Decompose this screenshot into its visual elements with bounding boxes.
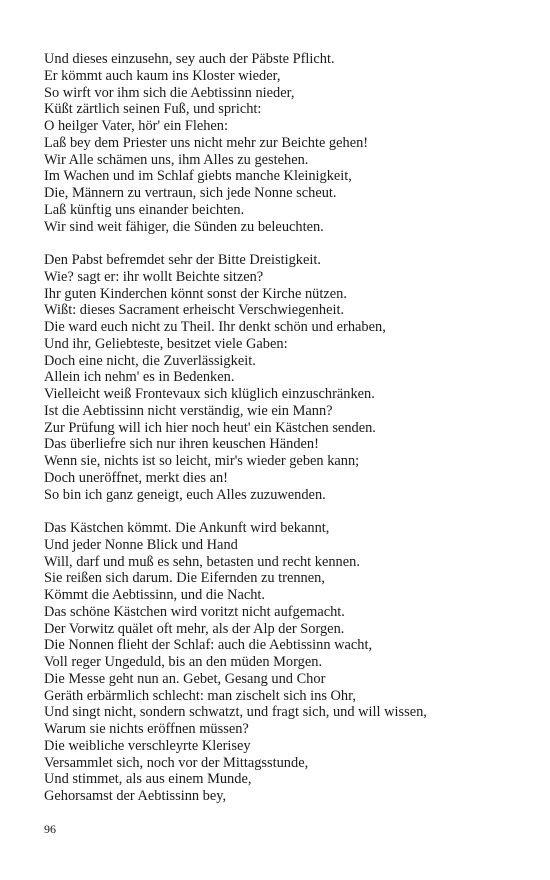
verse-line: Küßt zärtlich seinen Fuß, und spricht:: [44, 101, 262, 118]
verse-line: Doch eine nicht, die Zuverlässigkeit.: [44, 352, 256, 369]
verse-line: Das schöne Kästchen wird voritzt nicht aufgemacht.: [44, 603, 345, 620]
verse-line: Gehorsamst der Aebtissinn bey,: [44, 788, 227, 804]
verse-line: Laß bey dem Priester uns nicht mehr zur Beichte gehen!: [44, 134, 369, 151]
verse-line: Voll reger Ungeduld, bis an den müden Morgen.: [44, 654, 323, 670]
verse-line: Vielleicht weiß Frontevaux sich klüglich einzuschränken.: [44, 386, 375, 402]
verse-line: Versammlet sich, noch vor der Mittagsstunde,: [44, 754, 309, 771]
verse-line: Laß künftig uns einander beichten.: [44, 201, 245, 218]
verse-line: So wirft vor ihm sich die Aebtissinn nieder,: [44, 84, 295, 101]
verse-line: Den Pabst befremdet sehr der Bitte Dreistigkeit.: [44, 252, 321, 268]
verse-line: Zur Prüfung will ich hier noch heut' ein Kästchen senden.: [44, 419, 376, 436]
stanza-1: [44, 51, 524, 235]
stanza-2: [44, 252, 524, 503]
page-number: 96: [44, 822, 56, 836]
verse-line: Ist die Aebtissinn nicht verständig, wie ein Mann?: [44, 402, 333, 419]
verse-line: Die Nonnen flieht der Schlaf: auch die Aebtissinn wacht,: [44, 637, 373, 654]
poem-text: [44, 51, 524, 822]
verse-line: Die ward euch nicht zu Theil. Ihr denkt schön und erhaben,: [44, 319, 386, 335]
verse-line: Warum sie nichts eröffnen müssen?: [44, 721, 249, 737]
verse-line: Allein ich nehm' es in Bedenken.: [44, 369, 235, 386]
verse-line: Im Wachen und im Schlaf giebts manche Kleinigkeit,: [44, 168, 352, 185]
verse-line: Wir sind weit fähiger, die Sünden zu beleuchten.: [44, 218, 324, 235]
verse-line: Sie reißen sich darum. Die Eifernden zu trennen,: [44, 570, 325, 587]
verse-line: Geräth erbärmlich schlecht: man zischelt sich ins Ohr,: [44, 687, 356, 704]
verse-line: Und stimmet, als aus einem Munde,: [44, 771, 252, 788]
verse-line: Doch uneröffnet, merkt dies an!: [44, 469, 228, 486]
stanza-3: [44, 520, 524, 805]
verse-line: Und jeder Nonne Blick und Hand: [44, 536, 238, 553]
verse-line: Will, darf und muß es sehn, betasten und recht kennen.: [44, 553, 360, 570]
verse-line: Wißt: dieses Sacrament erheischt Verschwiegenheit.: [44, 302, 345, 319]
verse-line: Der Vorwitz quälet oft mehr, als der Alp der Sorgen.: [44, 620, 345, 637]
verse-line: Kömmt die Aebtissinn, und die Nacht.: [44, 587, 266, 603]
verse-line: Und singt nicht, sondern schwatzt, und fragt sich, und will wissen,: [44, 704, 427, 721]
verse-line: Das überliefre sich nur ihren keuschen Händen!: [44, 436, 319, 453]
verse-line: Die Messe geht nun an. Gebet, Gesang und Chor: [44, 670, 326, 687]
verse-line: So bin ich ganz geneigt, euch Alles zuzuwenden.: [44, 486, 326, 503]
verse-line: Und dieses einzusehn, sey auch der Päbste Pflicht.: [44, 51, 335, 67]
verse-line: Und ihr, Geliebteste, besitzet viele Gaben:: [44, 335, 288, 352]
verse-line: Wie? sagt er: ihr wollt Beichte sitzen?: [44, 268, 264, 285]
verse-line: Ihr guten Kinderchen könnt sonst der Kirche nützen.: [44, 285, 347, 302]
verse-line: Die weibliche verschleyrte Klerisey: [44, 737, 251, 754]
verse-line: Das Kästchen kömmt. Die Ankunft wird bekannt,: [44, 520, 330, 536]
verse-line: Wenn sie, nichts ist so leicht, mir's wieder geben kann;: [44, 453, 360, 469]
verse-line: O heilger Vater, hör' ein Flehen:: [44, 118, 228, 134]
verse-line: Die, Männern zu vertraun, sich jede Nonne scheut.: [44, 185, 337, 201]
verse-line: Er kömmt auch kaum ins Kloster wieder,: [44, 67, 281, 84]
verse-line: Wir Alle schämen uns, ihm Alles zu gestehen.: [44, 151, 309, 168]
